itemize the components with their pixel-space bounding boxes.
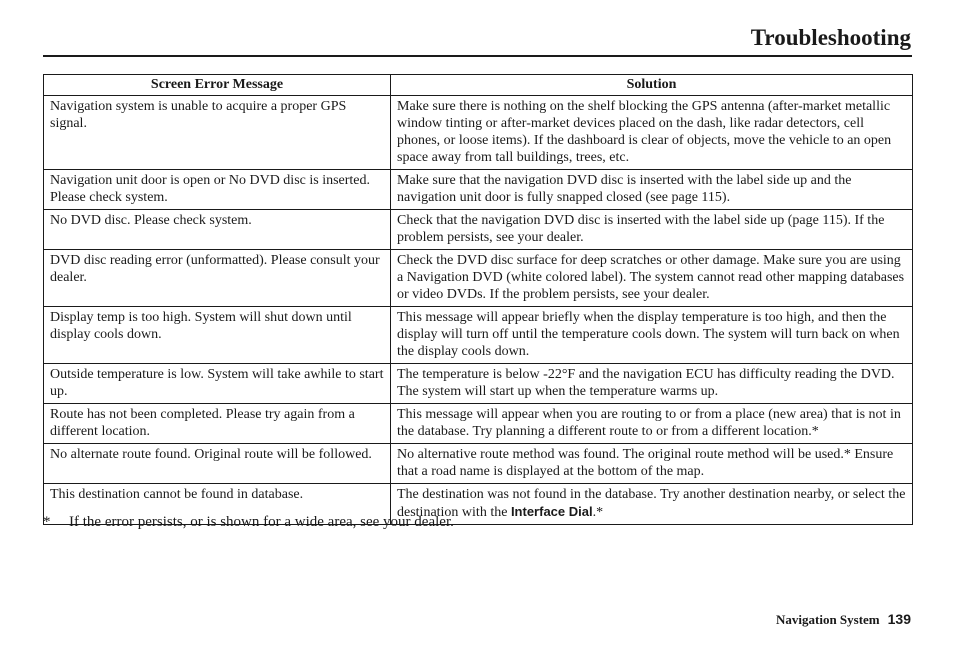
- column-header-solution: Solution: [391, 75, 913, 96]
- footnote-mark: *: [43, 514, 51, 530]
- page-number: 139: [887, 611, 911, 627]
- error-message-table: [43, 74, 913, 525]
- solution-text: The destination was not found in the database. Try another destination nearby, or select the destination with the: [397, 487, 906, 520]
- error-message-cell: Navigation system is unable to acquire a proper GPS signal.: [44, 96, 391, 170]
- title-divider: [43, 55, 912, 57]
- table-row: [44, 404, 913, 444]
- error-message-cell: Navigation unit door is open or No DVD disc is inserted. Please check system.: [44, 170, 391, 210]
- solution-cell: Make sure that the navigation DVD disc is inserted with the label side up and the navigation unit door is fully snapped closed (see page 115).: [391, 170, 913, 210]
- solution-cell: No alternative route method was found. The original route method will be used.* Ensure that a road name is displayed at the bottom of the map.: [391, 444, 913, 484]
- table-row: [44, 250, 913, 307]
- error-message-cell: This destination cannot be found in database.: [44, 484, 391, 525]
- interface-dial-term: Interface Dial: [510, 504, 593, 519]
- table-row: [44, 364, 913, 404]
- page-footer: [776, 610, 911, 629]
- footnote-reference: .*: [592, 505, 604, 520]
- solution-cell: Check that the navigation DVD disc is inserted with the label side up (page 115). If the problem persists, see your dealer.: [391, 210, 913, 250]
- solution-cell: Make sure there is nothing on the shelf blocking the GPS antenna (after-market metallic window tinting or after-market devices placed on the dash, like radar detectors, cell phones, or loose items). If the dashboard is clear of objects, move the vehicle to an open space away from tall buildings, trees, etc.: [391, 96, 913, 170]
- solution-cell: This message will appear briefly when the display temperature is too high, and then the display will turn off until the temperature cools down. The system will turn back on when the display cools down.: [391, 307, 913, 364]
- column-header-message: Screen Error Message: [44, 75, 391, 96]
- table-row: [44, 307, 913, 364]
- page-title: Troubleshooting: [750, 25, 911, 50]
- error-message-cell: No alternate route found. Original route will be followed.: [44, 444, 391, 484]
- solution-cell: [391, 484, 913, 525]
- error-message-cell: DVD disc reading error (unformatted). Please consult your dealer.: [44, 250, 391, 307]
- table-row: [44, 96, 913, 170]
- error-message-cell: Outside temperature is low. System will take awhile to start up.: [44, 364, 391, 404]
- error-message-cell: No DVD disc. Please check system.: [44, 210, 391, 250]
- error-message-cell: Route has not been completed. Please try again from a different location.: [44, 404, 391, 444]
- error-message-cell: Display temp is too high. System will shut down until display cools down.: [44, 307, 391, 364]
- solution-cell: Check the DVD disc surface for deep scratches or other damage. Make sure you are using a Navigation DVD (white colored label). The system cannot read other mapping databases or video DVDs. If the problem persists, see your dealer.: [391, 250, 913, 307]
- table-row: [44, 170, 913, 210]
- table-row: [44, 210, 913, 250]
- solution-cell: This message will appear when you are routing to or from a place (new area) that is not in the database. Try planning a different route to or from a different location.*: [391, 404, 913, 444]
- footer-section-name: Navigation System: [776, 612, 880, 627]
- footnote-text: If the error persists, or is shown for a wide area, see your dealer.: [69, 514, 454, 530]
- table-header-row: [44, 75, 913, 96]
- solution-cell: The temperature is below -22°F and the navigation ECU has difficulty reading the DVD. The system will start up when the temperature warms up.: [391, 364, 913, 404]
- table-row: [44, 444, 913, 484]
- footnote: [43, 513, 454, 531]
